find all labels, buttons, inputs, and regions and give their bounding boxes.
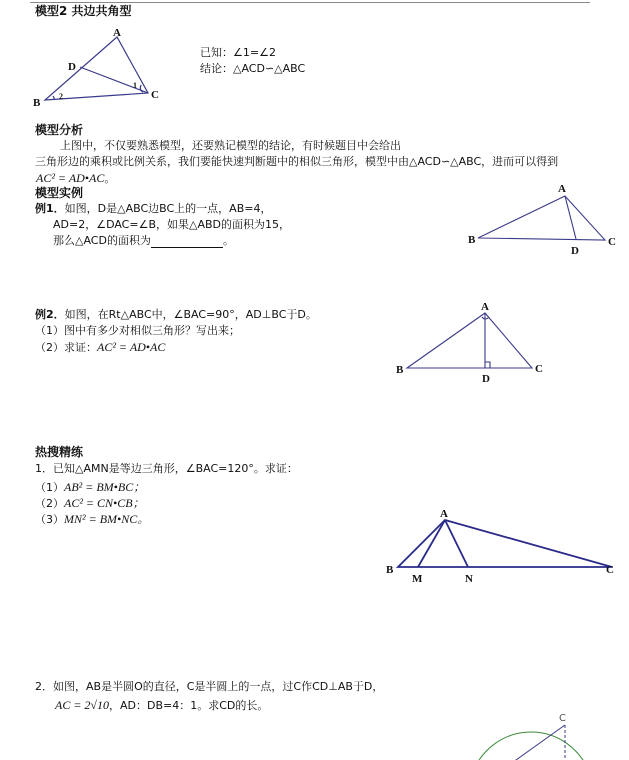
analysis-formula-row <box>36 171 115 186</box>
label-angle1: 1 <box>133 81 137 90</box>
label-N: N <box>465 573 473 585</box>
analysis-title: 模型分析 <box>35 123 84 137</box>
label-C: C <box>559 713 566 724</box>
ex2-label: 例2． <box>35 308 65 321</box>
answer-blank[interactable] <box>151 236 223 248</box>
model2-title: 模型2 共边共角型 <box>35 4 132 18</box>
ex2-formula: AC² = AD•AC <box>97 340 166 354</box>
p2-text: ，AD：DB=4：1。求CD的长。 <box>109 699 269 712</box>
label-D: D <box>482 373 490 385</box>
analysis-formula: AC² = AD•AC <box>36 171 105 185</box>
label-D: D <box>68 61 76 73</box>
p2-line1: 2．如图，AB是半圆O的直径，C是半圆上的一点，过C作CD⊥AB于D， <box>35 680 384 693</box>
label-C: C <box>151 89 159 101</box>
p1-q3 <box>35 512 149 527</box>
label-A: A <box>558 183 566 195</box>
conclusion-text: 结论：△ACD∽△ABC <box>200 62 306 75</box>
ex2-q2-text: （2）求证： <box>35 341 97 354</box>
p2-line2 <box>55 698 268 713</box>
figure-practice2 <box>472 725 590 760</box>
ex1-line1 <box>35 202 271 216</box>
ex2-q1: （1）图中有多少对相似三角形？写出来； <box>35 324 240 337</box>
q-num: （2） <box>35 497 64 510</box>
ex1-line2: AD=2，∠DAC=∠B，如果△ABD的面积为15， <box>53 218 290 231</box>
q-num: （3） <box>35 513 64 526</box>
label-D: D <box>571 245 579 257</box>
label-C: C <box>535 363 543 375</box>
analysis-line2: 三角形边的乘积或比例关系，我们要能快速判断题中的相似三角形，模型中由△ACD∽△ABC，进而可以得到 <box>35 155 559 168</box>
ex1-line3 <box>53 234 234 248</box>
label-angle2: 2 <box>59 92 63 101</box>
label-B: B <box>33 97 41 109</box>
figure-ex2 <box>407 313 532 368</box>
ex1-text: 如图，D是△ABC边BC上的一点，AB=4， <box>64 202 272 215</box>
figure-practice1 <box>398 520 612 567</box>
q-formula: AB² = BM•BC； <box>64 480 146 494</box>
ex2-q2 <box>35 340 165 355</box>
p1-q1 <box>35 480 145 495</box>
examples-title: 模型实例 <box>35 186 84 200</box>
q-num: （1） <box>35 481 64 494</box>
label-A: A <box>440 508 448 520</box>
label-C: C <box>608 236 616 248</box>
p2-formula: AC = 2√10 <box>55 698 110 712</box>
practice-title: 热搜精练 <box>35 445 84 459</box>
q-formula: AC² = CN•CB； <box>64 496 145 510</box>
label-B: B <box>386 564 394 576</box>
q-formula: MN² = BM•NC。 <box>64 512 150 526</box>
ex1-text: 那么△ACD的面积为 <box>53 234 151 247</box>
period: 。 <box>104 172 116 185</box>
label-C: C <box>606 564 614 576</box>
ex2-line1 <box>35 308 317 322</box>
ex1-label: 例1． <box>35 202 65 215</box>
label-B: B <box>468 234 476 246</box>
label-A: A <box>481 301 489 313</box>
figure-ex1 <box>478 196 605 240</box>
period: 。 <box>222 234 234 247</box>
p1-line1: 1．已知△AMN是等边三角形，∠BAC=120°。求证： <box>35 462 298 475</box>
given-text: 已知：∠1=∠2 <box>200 46 276 59</box>
analysis-line1: 上图中，不仅要熟悉模型，还要熟记模型的结论，有时候题目中会给出 <box>60 139 401 152</box>
label-M: M <box>412 573 423 585</box>
ex2-text: 如图，在Rt△ABC中，∠BAC=90°，AD⊥BC于D。 <box>64 308 317 321</box>
p1-q2 <box>35 496 145 511</box>
figure-model2 <box>45 37 148 100</box>
label-B: B <box>396 364 404 376</box>
label-A: A <box>113 27 121 39</box>
